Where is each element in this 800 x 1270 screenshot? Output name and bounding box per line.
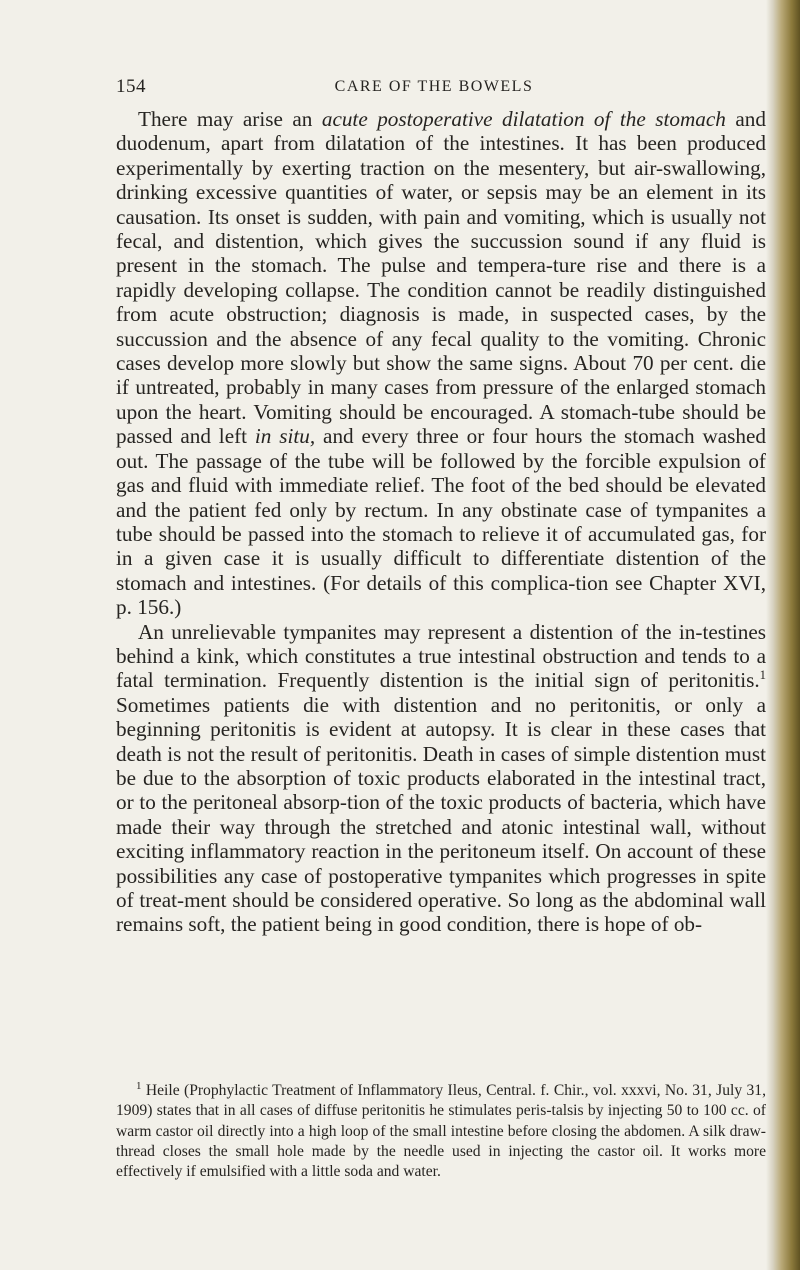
running-head: CARE OF THE BOWELS	[334, 78, 534, 95]
paragraph-1: There may arise an acute postoperative dilatation of the stomach and duodenum, apart from dilatation of the intestines. It has been produced experimentally by exerting traction on the mesentery, but air-swallowing, drinking excessive quantities of water, or sepsis may be an element in its causation. Its onset is sudden, with pain and vomiting, which is usually not fecal, and distention, which gives the succussion sound if any fluid is present in the stomach. The pulse and tempera-ture rise and there is a rapidly developing collapse. The condition cannot be readily distinguished from acute obstruction; diagnosis is made, in suspected cases, by the succussion and the absence of any fecal quality to the vomiting. Chronic cases develop more slowly but show the same signs. About 70 per cent. die if untreated, probably in many cases from pressure of the enlarged stomach upon the heart. Vomiting should be encouraged. A stomach-tube should be passed and left in situ, and every three or four hours the stomach washed out. The passage of the tube will be followed by the forcible expulsion of gas and fluid with immediate relief. The foot of the bed should be elevated and the patient fed only by rectum. In any obstinate case of tympanites a tube should be passed into the stomach to relieve it of accumulated gas, for in a given case it is usually difficult to differentiate distention of the stomach and intestines. (For details of this complica-tion see Chapter XVI, p. 156.)	[116, 107, 767, 620]
footnotes	[116, 1081, 766, 1182]
page-number: 154	[116, 76, 146, 97]
footnote-reference: 1	[759, 668, 766, 683]
italic-term: in situ,	[254, 424, 316, 449]
paragraph-2: An unrelievable tympanites may represent a distention of the in-testines behind a kink, which constitutes a true intestinal obstruction and tends to a fatal termination. Frequently distention is the initial sign of peritonitis.$^1$ Sometimes patients die with distention and no peritonitis, or only a beginning peritonitis is evident at autopsy. It is clear in these cases that death is not the result of peritonitis. Death in cases of simple distention must be due to the absorption of toxic products elaborated in the intestinal tract, or to the peritoneal absorp-tion of the toxic products of bacteria, which have made their way through the stretched and atonic intestinal wall, without exciting inflammatory reaction in the peritoneum itself. On account of these possibilities any case of postoperative tympanites which progresses in spite of treat-ment should be considered operative. So long as the abdominal wall remains soft, the patient being in good condition, there is hope of ob-	[116, 619, 766, 937]
footnote-mark: 1	[136, 1079, 142, 1092]
page-header	[104, 76, 764, 100]
footnote-1: $^1$ Heile (Prophylactic Treatment of Inflammatory Ileus, Central. f. Chir., vol. xxxvi, No. 31, July 31, 1909) states that in all cases of diffuse peritonitis he stimulates peris-talsis by injecting 50 to 100 cc. of warm castor oil directly into a high loop of the small intestine before closing the abdomen. A silk draw-thread closes the small hole made by the needle used in injecting the castor oil. It works more effectively if emulsified with a little soda and water.	[116, 1079, 766, 1181]
body-text	[116, 107, 766, 937]
page-edge-shadow	[766, 0, 800, 1270]
italic-term: acute postoperative dilatation of the stomach	[321, 107, 726, 131]
